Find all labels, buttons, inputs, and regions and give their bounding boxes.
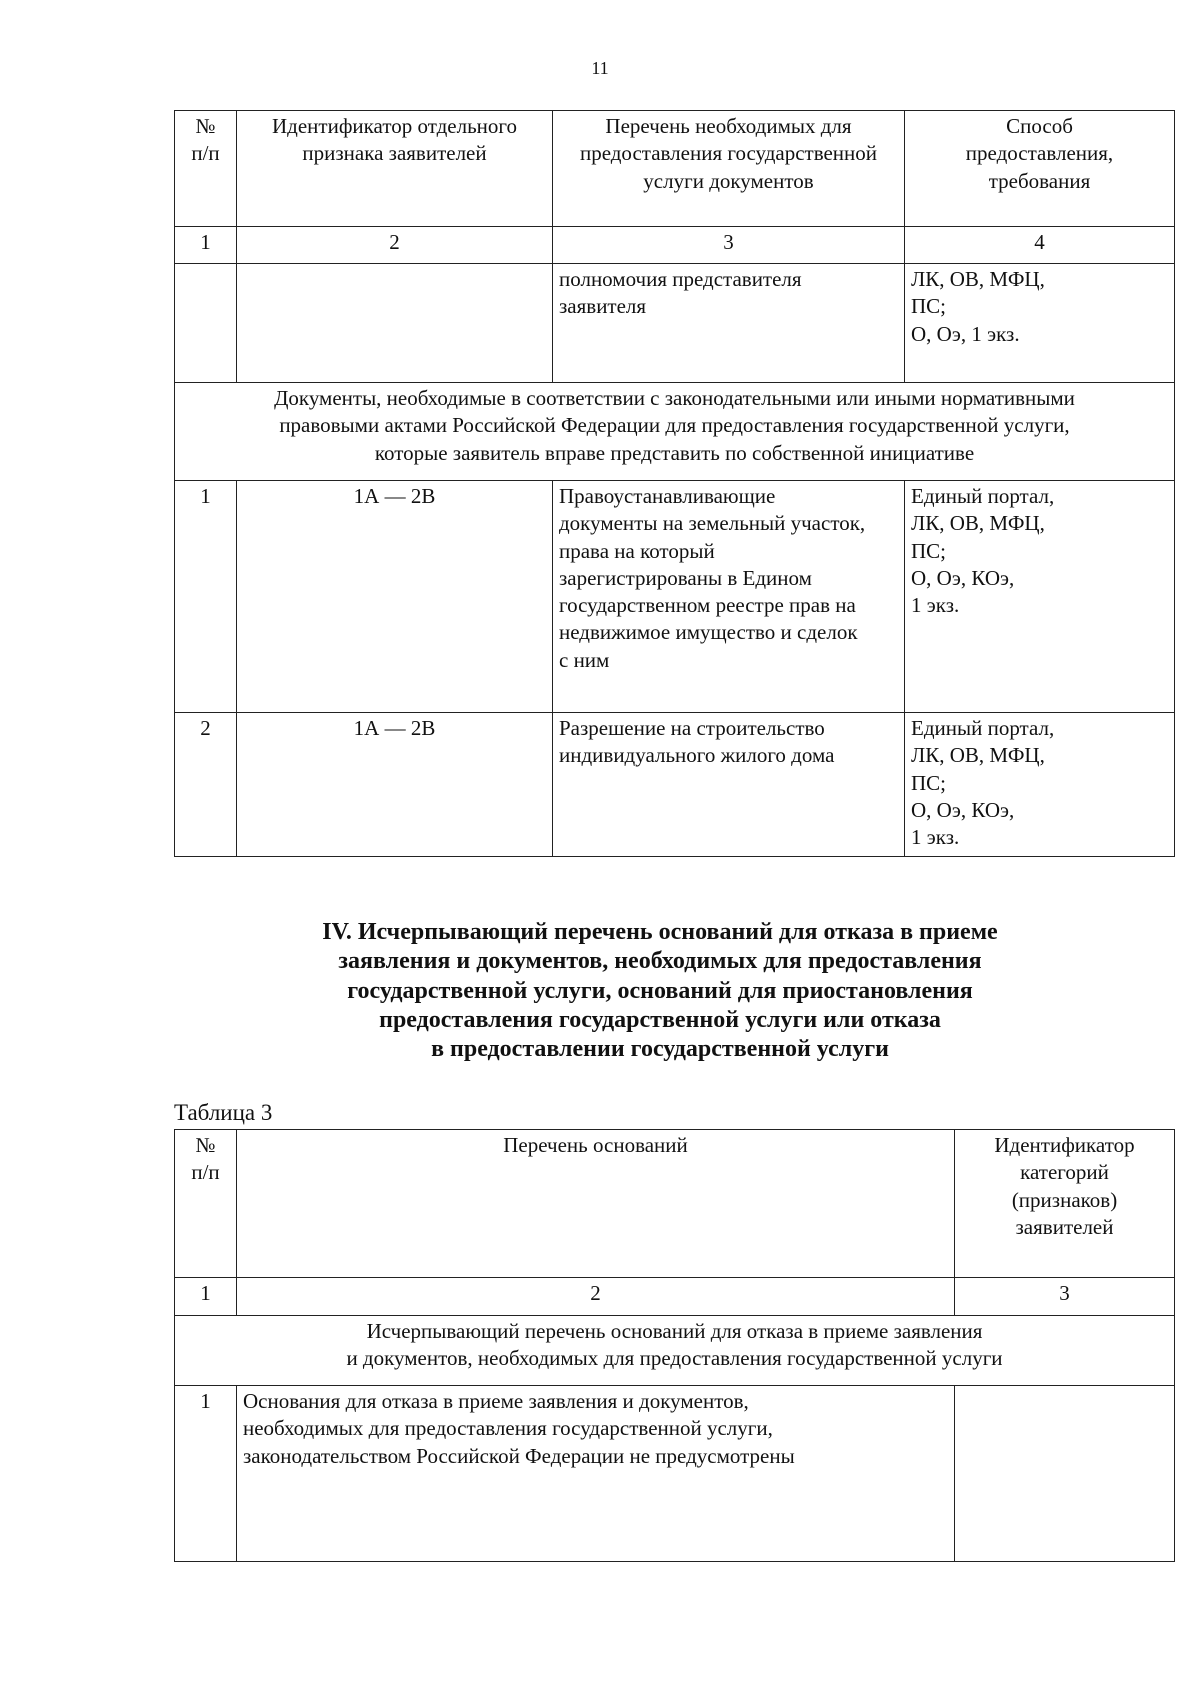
- header-number: № п/п: [175, 111, 237, 227]
- table-row: [175, 713, 1175, 857]
- cell-number: 1: [175, 481, 237, 713]
- col-number: 4: [905, 227, 1175, 264]
- documents-table: [174, 110, 1175, 857]
- table-header-row: [175, 111, 1175, 227]
- cell-identifier: 1А — 2В: [237, 713, 553, 857]
- cell-number: [175, 264, 237, 383]
- cell-document: Разрешение на строительство индивидуального жилого дома: [553, 713, 905, 857]
- column-numbers-row: [175, 227, 1175, 264]
- header-identifier: Идентификатор отдельного признака заявителей: [237, 111, 553, 227]
- cell-document: полномочия представителя заявителя: [553, 264, 905, 383]
- cell-grounds: Основания для отказа в приеме заявления и документов, необходимых для предоставления государственной услуги, законодательством Российской Федерации не предусмотрены: [237, 1386, 955, 1562]
- cell-document: Правоустанавливающие документы на земельный участок, права на который зарегистрированы в Едином государственном реестре прав на недвижимое имущество и сделок с ним: [553, 481, 905, 713]
- cell-number: 1: [175, 1386, 237, 1562]
- cell-number: 2: [175, 713, 237, 857]
- cell-category-identifier: [955, 1386, 1175, 1562]
- col-number: 3: [553, 227, 905, 264]
- section-title: Исчерпывающий перечень оснований для отказа в приеме заявления и документов, необходимых для предоставления государственной услуги: [175, 1316, 1175, 1386]
- section-heading: IV. Исчерпывающий перечень оснований для отказа в приеме заявления и документов, необходимых для предоставления государственной услуги, оснований для приостановления предоставления государственной услуги или отказа в предоставлении государственной услуги: [322, 919, 998, 1063]
- cell-identifier: 1А — 2В: [237, 481, 553, 713]
- header-method: Способ предоставления, требования: [905, 111, 1175, 227]
- cell-method: ЛК, ОВ, МФЦ, ПС; О, Оэ, 1 экз.: [905, 264, 1175, 383]
- table-row: [175, 1386, 1175, 1562]
- col-number: 2: [237, 1278, 955, 1316]
- header-category-identifier: Идентификатор категорий (признаков) заявителей: [955, 1130, 1175, 1278]
- column-numbers-row: [175, 1278, 1175, 1316]
- header-documents: Перечень необходимых для предоставления государственной услуги документов: [553, 111, 905, 227]
- cell-method: Единый портал, ЛК, ОВ, МФЦ, ПС; О, Оэ, КОэ, 1 экз.: [905, 481, 1175, 713]
- page-number: 11: [591, 58, 609, 78]
- table-caption: Таблица 3: [174, 1100, 273, 1125]
- header-number: № п/п: [175, 1130, 237, 1278]
- refusal-grounds-table: [174, 1129, 1175, 1562]
- section-row: [175, 383, 1175, 481]
- table-row: [175, 481, 1175, 713]
- section-row: [175, 1316, 1175, 1386]
- col-number: 3: [955, 1278, 1175, 1316]
- col-number: 1: [175, 1278, 237, 1316]
- section-title: Документы, необходимые в соответствии с законодательными или иными нормативными правовыми актами Российской Федерации для предоставления государственной услуги, которые заявитель вправе представить по собственной инициативе: [175, 383, 1175, 481]
- header-grounds: Перечень оснований: [237, 1130, 955, 1278]
- col-number: 2: [237, 227, 553, 264]
- cell-identifier: [237, 264, 553, 383]
- table-header-row: [175, 1130, 1175, 1278]
- col-number: 1: [175, 227, 237, 264]
- table-row: [175, 264, 1175, 383]
- cell-method: Единый портал, ЛК, ОВ, МФЦ, ПС; О, Оэ, КОэ, 1 экз.: [905, 713, 1175, 857]
